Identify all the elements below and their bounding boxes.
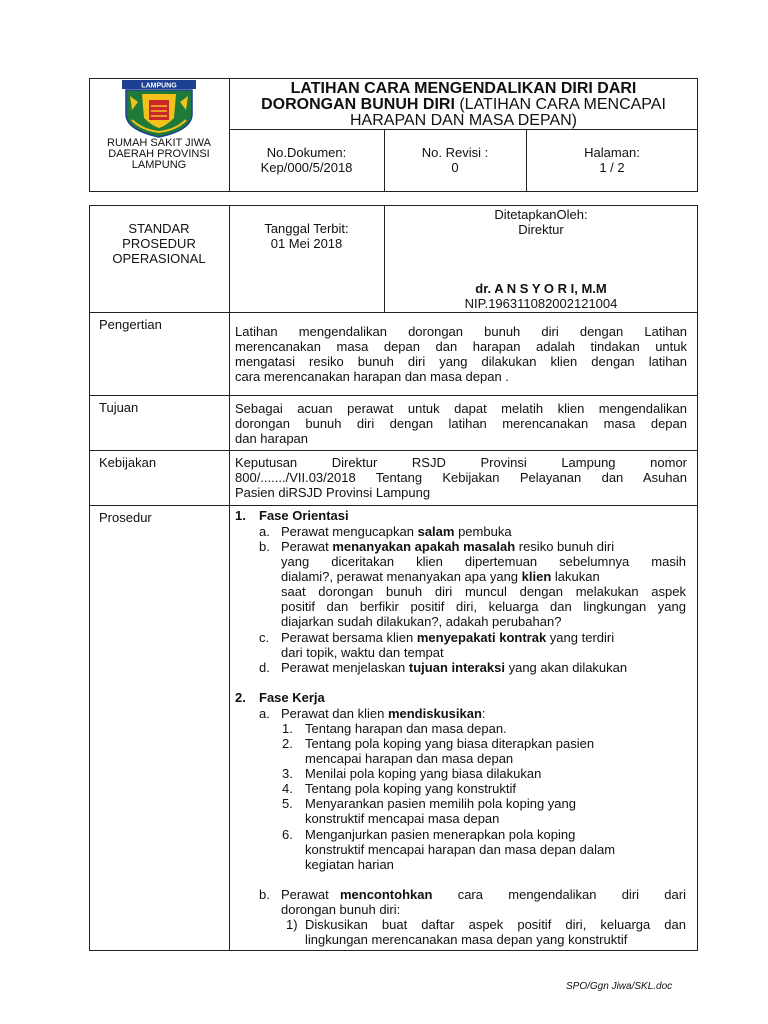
title-line-3: HARAPAN DAN MASA DEPAN) [349,112,577,129]
fase-orientasi-title: Fase Orientasi [259,508,349,523]
standard-line: PROSEDUR [122,236,196,251]
pengertian-label: Pengertian [99,317,162,332]
list-number: 1) [286,917,298,932]
page-label: Halaman: [584,145,640,160]
text: : [481,706,486,721]
text: lakukan [551,569,600,584]
tujuan-line: Sebagai acuan perawat untuk dapat melatih klien mengendalikan [235,401,687,416]
document-title [229,81,698,129]
hospital-logo [118,80,200,138]
list-marker: c. [259,630,270,645]
orientasi-item-b-line: positif dan berfikir positif diri, keluarga dan lingkungan yang [281,599,686,614]
fase-kerja-title: Fase Kerja [259,690,325,705]
rev-value: 0 [451,160,459,175]
orientasi-item-b-line [281,569,600,584]
pengertian-line: mengatasi resiko bunuh diri yang dilakukan klien dengan latihan [235,354,687,369]
title-normal: (LATIHAN CARA MENCAPAI [454,96,666,113]
tujuan-line: dan harapan [235,431,309,446]
kebijakan-line: 800/......./VII.03/2018 Tentang Kebijakan Pelayanan dan Asuhan [235,470,687,485]
tujuan-label: Tujuan [99,400,139,415]
list-marker: b. [259,539,270,554]
orientasi-item-b-line: saat dorongan bunuh diri muncul dengan melakukan aspek [281,584,686,599]
director-name: dr. A N S Y O R I, M.M [475,281,607,296]
text: Perawat [281,887,340,902]
kebijakan-label: Kebijakan [99,455,157,470]
kerja-subitem: Tentang harapan dan masa depan. [305,721,507,736]
text: yang akan dilakukan [504,660,628,675]
kerja-subitem: Menganjurkan pasien menerapkan pola koping [305,827,576,842]
director-nip: NIP.196311082002121004 [464,296,618,311]
kerja-item-a [281,706,486,721]
list-number: 5. [282,796,293,811]
list-marker: b. [259,887,270,902]
kerja-subitem: kegiatan harian [305,857,394,872]
approved-label: DitetapkanOleh: [494,207,588,222]
pengertian-line: Latihan mengendalikan dorongan bunuh diri dengan Latihan [235,324,687,339]
text: dialami?, perawat menanyakan apa yang [281,569,522,584]
standard-line: STANDAR [128,221,190,236]
table-divider [89,450,698,451]
kerja-subitem: konstruktif mencapai masa depan [305,811,500,826]
list-number: 3. [282,766,293,781]
kerja-item-b-subitem: Diskusikan buat daftar aspek positif diri, keluarga dan [305,917,686,932]
document-footer: SPO/Ggn Jiwa/SKL.doc [566,981,673,992]
text: Perawat mengucapkan [281,524,418,539]
list-marker: a. [259,706,270,721]
doc-label: No.Dokumen: [266,145,347,160]
page-number [526,145,698,175]
list-number: 6. [282,827,293,842]
page-value: 1 / 2 [599,160,625,175]
emphasis: tujuan interaksi [408,660,505,675]
text: pembuka [454,524,512,539]
hospital-name [89,138,229,171]
text: resiko bunuh diri [515,539,615,554]
list-number: 1. [282,721,293,736]
kerja-subitem: Menyarankan pasien memilih pola koping yang [305,796,576,811]
kerja-subitem: Menilai pola koping yang biasa dilakukan [305,766,542,781]
standard-label [89,221,229,266]
prosedur-label: Prosedur [99,510,152,525]
header-divider [229,129,698,130]
tujuan-line: dorongan bunuh diri dengan latihan merencanakan masa depan [235,416,687,431]
kerja-subitem: Tentang pola koping yang biasa diterapkan pasien [305,736,595,751]
revision-number [384,145,526,175]
emphasis: menyepakati kontrak [416,630,547,645]
approval-block [384,207,698,237]
text: Perawat dan klien [281,706,388,721]
orientasi-item-a [281,524,512,539]
title-line-2 [229,97,698,113]
list-marker: a. [259,524,270,539]
issue-date [229,221,384,251]
document-number [229,145,384,175]
hospital-line: RUMAH SAKIT JIWA [107,137,211,149]
title-bold: DORONGAN BUNUH DIRI [261,96,455,113]
kerja-item-b-subitem: lingkungan merencanakan masa depan yang konstruktif [305,932,628,947]
hospital-line: LAMPUNG [131,159,187,171]
table-divider [89,312,698,313]
fase-number: 2. [235,690,246,705]
hospital-line: DAERAH PROVINSI [108,148,210,160]
fase-number: 1. [235,508,246,523]
list-marker: d. [259,660,270,675]
kerja-subitem: mencapai harapan dan masa depan [305,751,514,766]
doc-value: Kep/000/5/2018 [260,160,353,175]
pengertian-line: cara merencanakan harapan dan masa depan . [235,369,509,384]
kerja-subitem: Tentang pola koping yang konstruktif [305,781,517,796]
emphasis: mencontohkan [339,887,433,902]
orientasi-item-c [281,630,614,645]
pengertian-line: merencanakan masa depan dan harapan adalah tindakan untuk [235,339,687,354]
table-divider [229,205,230,951]
text: Perawat [281,539,333,554]
emphasis: klien [521,569,552,584]
table-divider [89,395,698,396]
text: cara mengendalikan diri dari [432,887,686,902]
date-value: 01 Mei 2018 [270,236,343,251]
orientasi-item-b-line: diajarkan sudah dilakukan?, adakah perubahan? [281,614,562,629]
kerja-item-b-line: dorongan bunuh diri: [281,902,401,917]
kebijakan-line: Keputusan Direktur RSJD Provinsi Lampung nomor [235,455,687,470]
text: Perawat menjelaskan [281,660,409,675]
list-number: 2. [282,736,293,751]
logo-text: LAMPUNG [141,82,177,90]
kebijakan-line: Pasien diRSJD Provinsi Lampung [235,485,431,500]
approved-role: Direktur [518,222,564,237]
list-number: 4. [282,781,293,796]
orientasi-item-b [281,539,614,554]
kerja-item-b [281,887,686,902]
emphasis: salam [417,524,455,539]
standard-line: OPERASIONAL [112,251,206,266]
text: yang terdiri [546,630,615,645]
orientasi-item-c-line: dari topik, waktu dan tempat [281,645,444,660]
text: Perawat bersama klien [281,630,417,645]
date-label: Tanggal Terbit: [264,221,349,236]
orientasi-item-d [281,660,627,675]
orientasi-item-b-line: yang diceritakan klien dipertemuan sebelumnya masih [281,554,686,569]
table-divider [89,505,698,506]
emphasis: menanyakan apakah masalah [332,539,516,554]
kerja-subitem: konstruktif mencapai harapan dan masa depan dalam [305,842,616,857]
emphasis: mendiskusikan [387,706,482,721]
rev-label: No. Revisi : [421,145,489,160]
title-line-1: LATIHAN CARA MENGENDALIKAN DIRI DARI [290,80,637,97]
